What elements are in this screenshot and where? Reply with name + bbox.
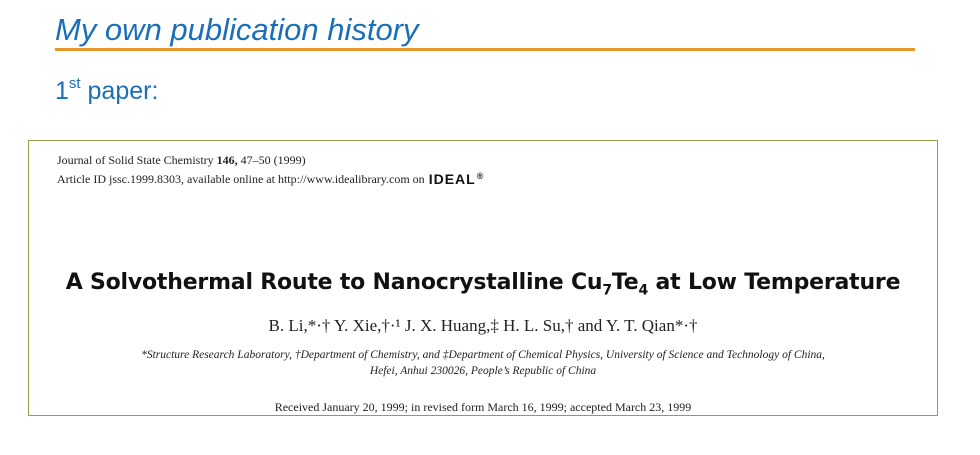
affiliation-line-1: *Structure Research Laboratory, †Department of Chemistry, and ‡Department of Chemical Physics, University of Science and Technology of China, <box>141 349 825 361</box>
article-id: Article ID jssc.1999.8303, available online at http://www.idealibrary.com on <box>57 172 425 186</box>
journal-citation <box>57 153 306 168</box>
received-dates: Received January 20, 1999; in revised form March 16, 1999; accepted March 23, 1999 <box>274 400 692 414</box>
paper-excerpt <box>28 140 938 416</box>
registered-mark: ® <box>476 171 485 181</box>
title-underline <box>55 48 915 51</box>
paper-title-sub2: 4 <box>638 282 649 299</box>
paper-title <box>29 270 937 298</box>
subheading <box>55 77 158 106</box>
article-id-line <box>57 171 484 187</box>
ideal-logo-text: IDEAL <box>428 171 476 187</box>
subheading-ordinal: 1 <box>55 77 69 105</box>
affiliation-line-2: Hefei, Anhui 230026, People’s Republic of China <box>369 365 597 377</box>
paper-title-part2: Te <box>611 270 639 295</box>
journal-volume: 146, <box>216 153 238 167</box>
slide-title: My own publication history <box>55 12 419 47</box>
journal-name: Journal of Solid State Chemistry <box>57 153 217 167</box>
paper-title-part3: at Low Temperature <box>648 270 901 295</box>
ideal-logo <box>429 171 485 187</box>
subheading-suffix: st <box>68 75 81 92</box>
journal-pages: 47–50 (1999) <box>237 153 306 167</box>
paper-title-sub1: 7 <box>602 282 612 299</box>
subheading-text: paper: <box>80 77 159 105</box>
paper-authors: B. Li,*·† Y. Xie,†·¹ J. X. Huang,‡ H. L. Su,† and Y. T. Qian*·† <box>268 316 698 335</box>
paper-title-part1: A Solvothermal Route to Nanocrystalline Cu <box>65 270 603 295</box>
